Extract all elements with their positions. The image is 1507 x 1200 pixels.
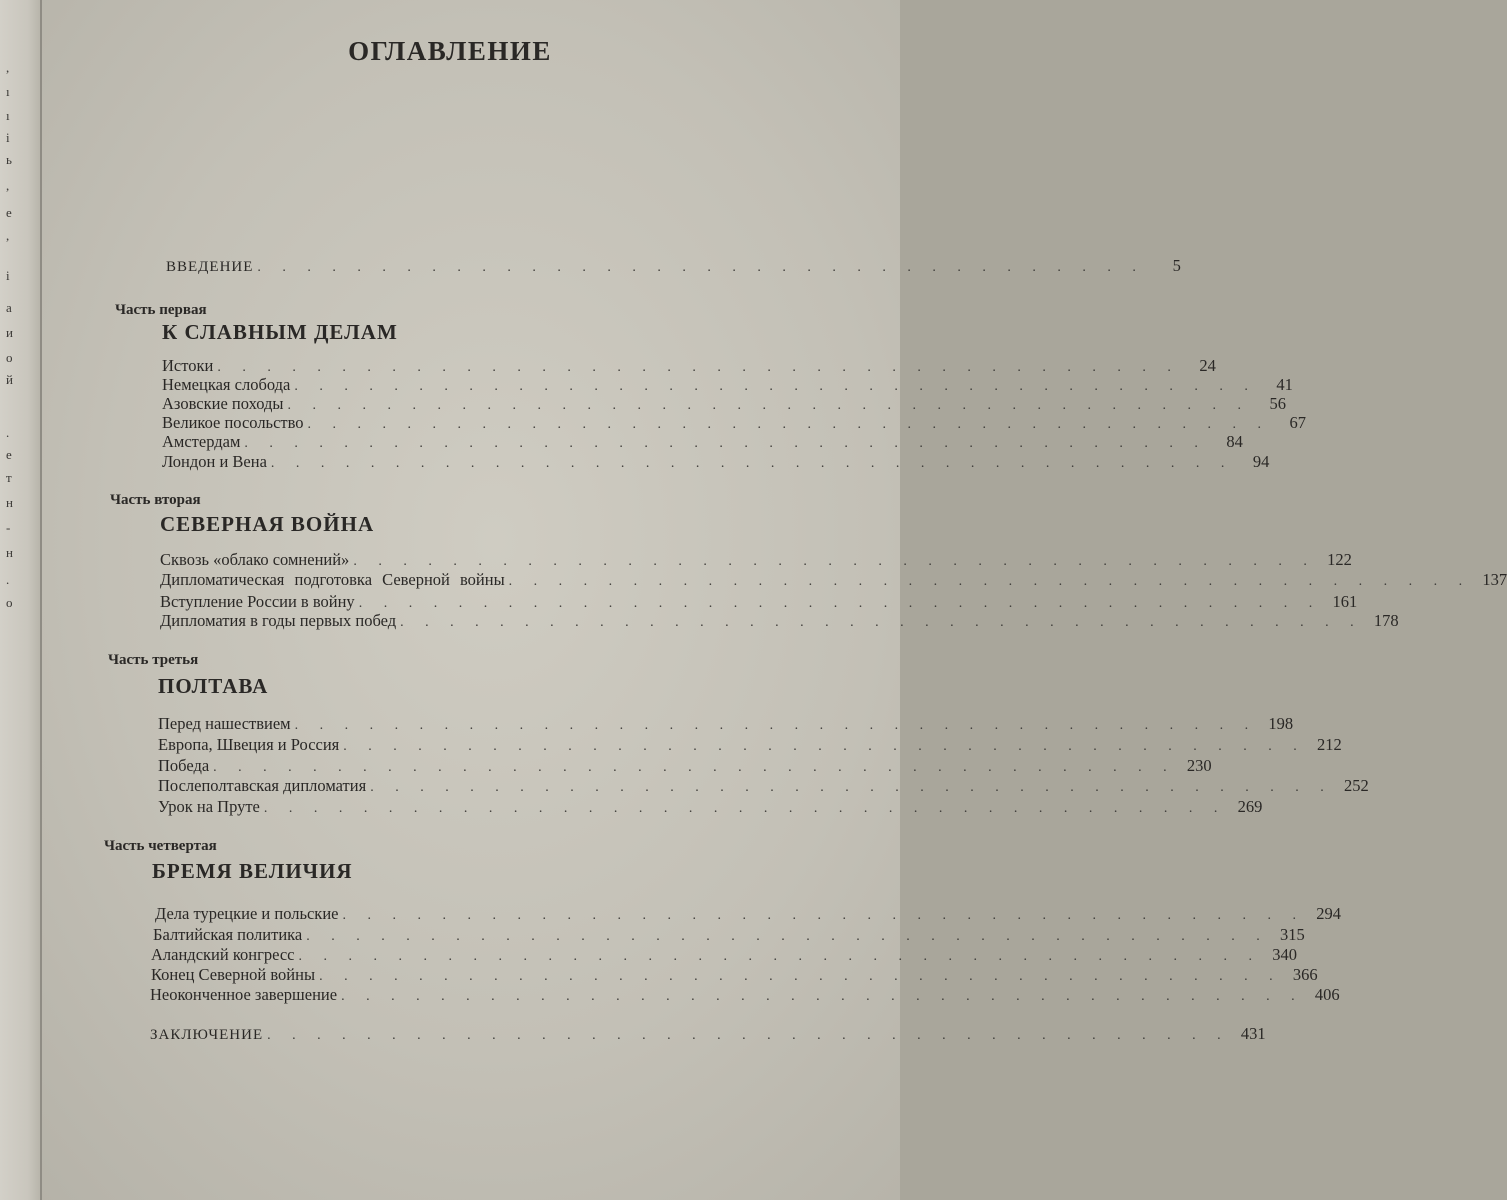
edge-char: и [6,325,13,340]
edge-char: і [6,268,10,283]
toc-entry-label: Великое посольство [162,413,304,432]
toc-entry-label: Балтийская политика [153,925,303,944]
toc-page-number: 94 [1252,452,1270,471]
part-title: СЕВЕРНАЯ ВОЙНА [160,512,375,536]
leader-dots: . . . . . . . . . . . . . . . . . . . . . . . . . . . . . . . . . . . . . . . [287,398,1250,413]
leader-dots: . . . . . . . . . . . . . . . . . . . . . . . . . . . . . . . . . . . . [257,260,1145,275]
page-title: ОГЛАВЛЕНИЕ [348,36,552,66]
toc-page-number: 56 [1269,394,1286,413]
toc-entry-label: Дипломатия в годы первых побед [160,611,397,630]
toc-page-number: 294 [1316,904,1341,923]
toc-entry[interactable] [155,904,1341,926]
part-label: Часть четвертая [104,838,217,854]
leader-dots: . . . . . . . . . . . . . . . . . . . . . . . . . . . . . . . . . . . . . . . [508,574,1472,589]
edge-char: е [6,447,12,462]
part-label: Часть вторая [110,492,201,508]
part-title: К СЛАВНЫМ ДЕЛАМ [162,320,398,344]
toc-entry[interactable] [162,432,1243,454]
toc-entry[interactable] [151,945,1297,967]
edge-char: . [6,572,10,587]
toc-entry[interactable] [151,965,1318,987]
leader-dots: . . . . . . . . . . . . . . . . . . . . . . . . . . . . . . . . . . . . . . . [306,929,1269,944]
leader-dots: . . . . . . . . . . . . . . . . . . . . . . . . . . . . . . . . . . . . . . . [370,780,1333,795]
edge-char: н [6,495,13,510]
toc-entry[interactable] [158,735,1342,757]
edge-char: , [6,60,10,75]
toc-entry-label: Дела турецкие и польские [155,904,339,923]
toc-entry-label: ЗАКЛЮЧЕНИЕ [150,1027,264,1043]
part-title: БРЕМЯ ВЕЛИЧИЯ [152,859,353,883]
edge-char: , [6,178,10,193]
leader-dots: . . . . . . . . . . . . . . . . . . . . . . . . . . . . . . . . . . . . . . . [244,436,1207,451]
leader-dots: . . . . . . . . . . . . . . . . . . . . . . . . . . . . . . . . . . . . . . . [298,949,1261,964]
toc-page-number: 230 [1186,756,1212,775]
edge-char: н [6,545,13,560]
toc-page-number: 137 [1482,570,1507,589]
toc-entry[interactable] [158,756,1212,778]
edge-char: , [6,228,10,243]
part-label: Часть третья [108,652,199,668]
edge-char: а [6,300,12,315]
edge-char: і [6,130,10,145]
toc-page-number: 67 [1289,413,1307,432]
facing-page-edge [0,0,42,1200]
toc-entry-label: Перед нашествием [158,714,291,733]
toc-page-number: 340 [1272,945,1297,964]
leader-dots: . . . . . . . . . . . . . . . . . . . . . . . . . . . . . . . . . . . . . . . [358,596,1322,611]
toc-entry-label: Победа [158,756,210,775]
toc-entry[interactable] [158,776,1369,798]
edge-char: ь [6,152,12,167]
leader-dots: . . . . . . . . . . . . . . . . . . . . . . . . . . . . . . . . . . . . . . . [343,739,1306,754]
toc-entry[interactable] [153,925,1305,947]
toc-entry-label: Дипломатическая подготовка Северной войны [160,570,505,589]
toc-entry-label: Послеполтавская дипломатия [158,776,367,795]
toc-page-number: 24 [1199,356,1216,375]
part-label: Часть первая [115,302,207,318]
toc-entry[interactable] [158,714,1294,736]
leader-dots: . . . . . . . . . . . . . . . . . . . . . . . . . . . . . . . . . . . . . . . [307,417,1271,432]
part-title: ПОЛТАВА [158,674,269,698]
edge-char: о [6,350,13,365]
leader-dots: . . . . . . . . . . . . . . . . . . . . . . . . . . . . . . . . . . . . . . . [270,456,1234,471]
toc-entry-label: Вступление России в войну [160,592,355,611]
toc-entry-label: Аландский конгресс [151,945,295,964]
toc-page-number: 84 [1226,432,1243,451]
edge-char: о [6,595,13,610]
toc-page-number: 212 [1317,735,1342,754]
edge-char: . [6,425,10,440]
leader-dots: . . . . . . . . . . . . . . . . . . . . . . . . . . . . . . . . . . . . . . . [267,1028,1230,1043]
edge-char: - [6,520,11,535]
leader-dots: . . . . . . . . . . . . . . . . . . . . . . . . . . . . . . . . . . . . . . . [342,908,1305,923]
toc-entry-conclusion[interactable] [150,1024,1266,1046]
toc-entry[interactable] [160,570,1507,592]
toc-page-number: 269 [1237,797,1263,816]
leader-dots: . . . . . . . . . . . . . . . . . . . . . . . . . . . . . . . . . . . . . . . [294,718,1258,733]
toc-entry[interactable] [160,550,1352,572]
toc-page-number: 5 [1172,256,1181,275]
leader-dots: . . . . . . . . . . . . . . . . . . . . . . . . . . . . . . . . . . . . . . . [213,760,1176,775]
toc-entry-label: Истоки [162,356,214,375]
leader-dots: . . . . . . . . . . . . . . . . . . . . . . . . . . . . . . . . . . . . . . . [341,989,1304,1004]
toc-page-number: 41 [1276,375,1293,394]
toc-entry-label: Урок на Пруте [158,797,260,816]
toc-page-number: 315 [1279,925,1305,944]
toc-entry[interactable] [158,797,1263,819]
toc-entry-label: Европа, Швеция и Россия [158,735,340,754]
leader-dots: . . . . . . . . . . . . . . . . . . . . . . . . . . . . . . . . . . . . . . . [217,360,1180,375]
toc-page-number: 431 [1240,1024,1266,1043]
toc-entry[interactable] [162,452,1270,474]
leader-dots: . . . . . . . . . . . . . . . . . . . . . . . . . . . . . . . . . . . . . . . [353,554,1316,569]
toc-entry[interactable] [160,611,1399,633]
toc-page-number: 198 [1268,714,1294,733]
toc-page-number: 161 [1332,592,1358,611]
edge-char: ı [6,84,10,99]
edge-char: ı [6,108,10,123]
toc-page-number: 252 [1343,776,1369,795]
toc-entry-label: ВВЕДЕНИЕ [166,259,254,275]
toc-entry-intro[interactable] [166,256,1181,278]
toc-entry-label: Немецкая слобода [162,375,291,394]
toc-entry-label: Азовские походы [162,394,284,413]
toc-entry-label: Конец Северной войны [151,965,316,984]
toc-page-number: 178 [1373,611,1399,630]
toc-page-number: 122 [1327,550,1352,569]
leader-dots: . . . . . . . . . . . . . . . . . . . . . . . . . . . . . . . . . . . . . . . [319,969,1282,984]
toc-entry-label: Сквозь «облако сомнений» [160,550,350,569]
toc-page-number: 406 [1314,985,1340,1004]
toc-entry-label: Лондон и Вена [162,452,267,471]
leader-dots: . . . . . . . . . . . . . . . . . . . . . . . . . . . . . . . . . . . . . . . [294,379,1257,394]
toc-entry-label: Амстердам [162,432,241,451]
edge-char: й [6,372,13,387]
toc-page-number: 366 [1292,965,1318,984]
leader-dots: . . . . . . . . . . . . . . . . . . . . . . . . . . . . . . . . . . . . . . . [400,615,1363,630]
edge-char: е [6,205,12,220]
leader-dots: . . . . . . . . . . . . . . . . . . . . . . . . . . . . . . . . . . . . . . . [263,801,1227,816]
edge-char: т [6,470,12,485]
toc-entry-label: Неоконченное завершение [150,985,338,1004]
toc-entry[interactable] [150,985,1340,1007]
